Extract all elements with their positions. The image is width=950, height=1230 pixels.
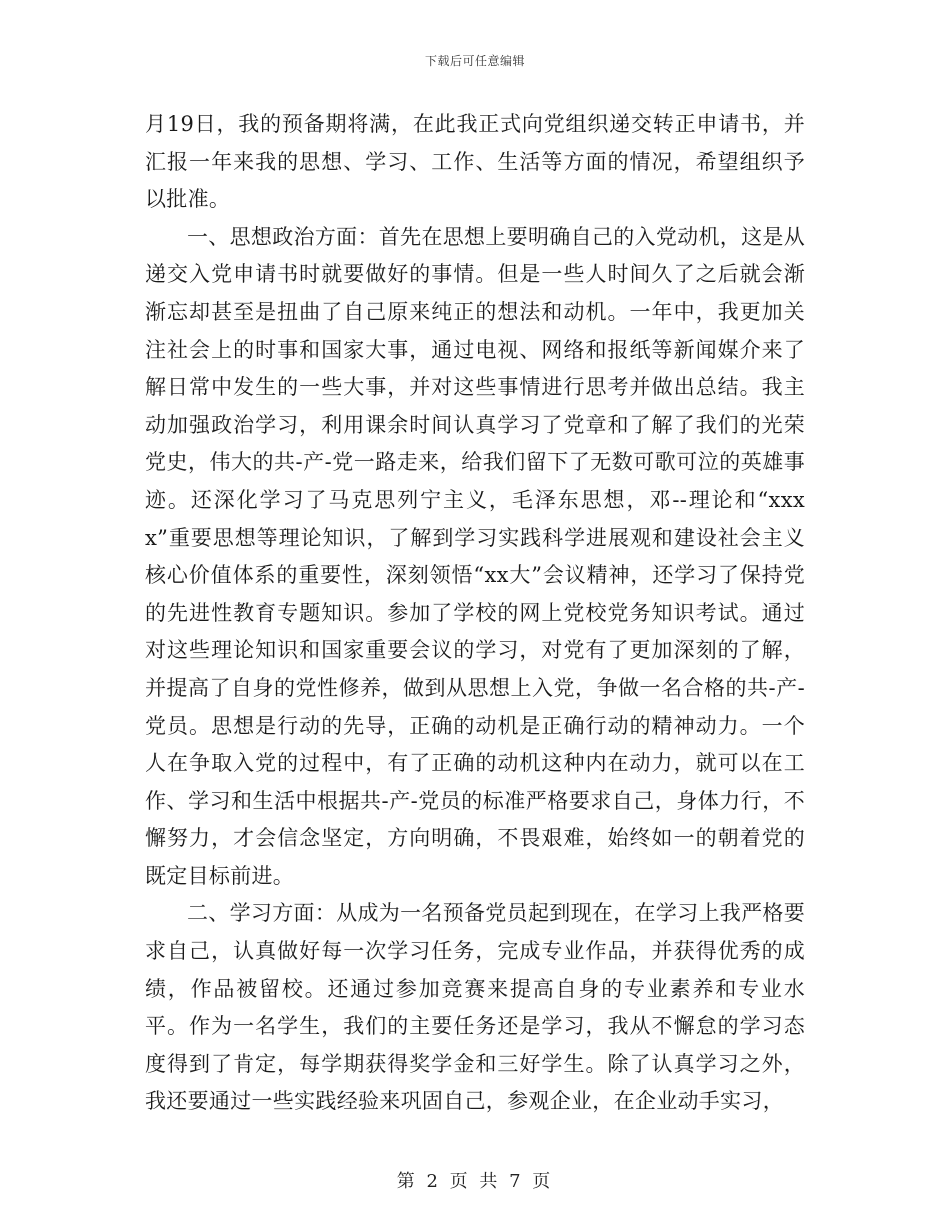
paragraph-ideology: 一、思想政治方面：首先在思想上要明确自己的入党动机，这是从递交入党申请书时就要做好的事情。但是一些人时间久了之后就会渐渐忘却甚至是扭曲了自己原来纯正的想法和动机。一年中，我更加关注社会上的时事和国家大事，通过电视、网络和报纸等新闻媒介来了解日常中发生的一些大事，并对这些事情进行思考并做出总结。我主动加强政治学习，利用课余时间认真学习了党章和了解了我们的光荣党史，伟大的共-产-党一路走来，给我们留下了无数可歌可泣的英雄事迹。还深化学习了马克思列宁主义，毛泽东思想，邓--理论和“xxxx”重要思想等理论知识，了解到学习实践科学进展观和建设社会主义核心价值体系的重要性，深刻领悟“xx大”会议精神，还学习了保持党的先进性教育专题知识。参加了学校的网上党校党务知识考试。通过对这些理论知识和国家重要会议的学习，对党有了更加深刻的了解，并提高了自身的党性修养，做到从思想上入党，争做一名合格的共-产-党员。思想是行动的先导，正确的动机是正确行动的精神动力。一个人在争取入党的过程中，有了正确的动机这种内在动力，就可以在工作、学习和生活中根据共-产-党员的标准严格要求自己，身体力行，不懈努力，才会信念坚定，方向明确，不畏艰难，始终如一的朝着党的既定目标前进。 bbox=[145, 224, 805, 888]
page-number: 第 2 页 共 7 页 bbox=[396, 1171, 554, 1192]
page-header: 下载后可任意编辑 bbox=[424, 54, 525, 68]
document-body bbox=[145, 106, 805, 1121]
paragraph-study: 二、学习方面：从成为一名预备党员起到现在，在学习上我严格要求自己，认真做好每一次学习任务，完成专业作品，并获得优秀的成绩，作品被留校。还通过参加竞赛来提高自身的专业素养和专业水平。作为一名学生，我们的主要任务还是学习，我从不懈怠的学习态度得到了肯定，每学期获得奖学金和三好学生。除了认真学习之外，我还要通过一些实践经验来巩固自己，参观企业，在企业动手实习， bbox=[145, 901, 805, 1114]
paragraph-continuation: 月19日，我的预备期将满，在此我正式向党组织递交转正申请书，并汇报一年来我的思想、学习、工作、生活等方面的情况，希望组织予以批准。 bbox=[145, 112, 805, 212]
